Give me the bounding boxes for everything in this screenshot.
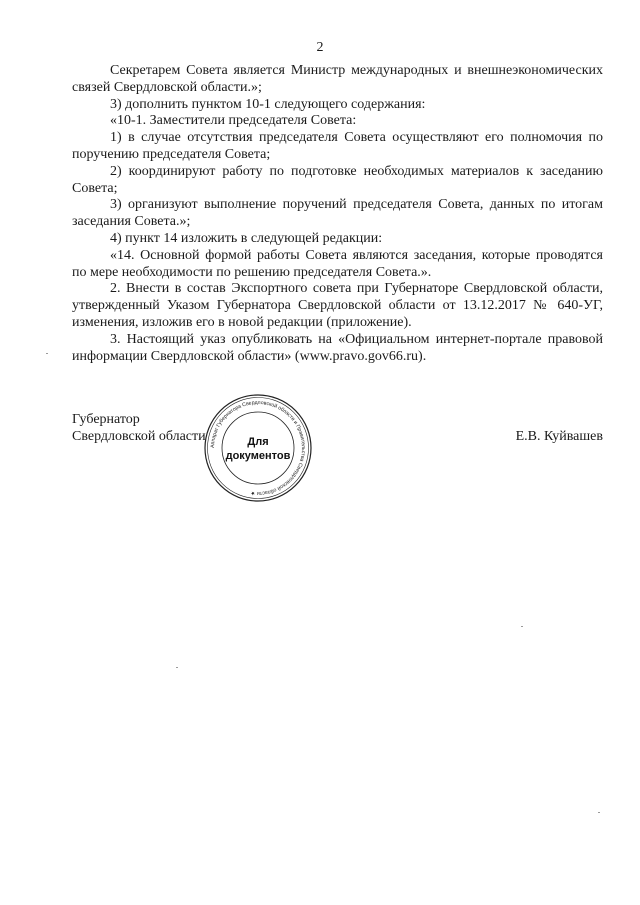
paragraph-item-3: 3) дополнить пунктом 10-1 следующего содержания: [110, 96, 426, 112]
scan-speck [176, 667, 178, 668]
official-stamp [203, 393, 313, 503]
scan-speck [598, 812, 600, 813]
signatory-title [72, 412, 206, 446]
scan-speck [521, 626, 523, 627]
paragraph-clause-14: «14. Основной формой работы Совета являются заседания, которые проводятся по мере необходимости по решению председателя Совета.». [72, 247, 603, 280]
paragraph-subitem-2: 2) координируют работу по подготовке необходимых материалов к заседанию Совета; [72, 163, 603, 196]
page-number: 2 [316, 40, 324, 55]
paragraph-subitem-1: 1) в случае отсутствия председателя Совета осуществляют его полномочия по поручению председателя Совета; [72, 130, 603, 162]
stamp-ring-text: Аппарат Губернатора Свердловской области и Правительства Свердловской области ★ [209, 399, 307, 497]
paragraph-point-2: 2. Внести в состав Экспортного совета при Губернаторе Свердловской области, утвержденный Указом Губернатора Свердловской области от 13.12.2017 № 640-УГ, изменения, изложив его в новой редакции (приложение). [72, 281, 603, 330]
scan-speck [46, 353, 48, 354]
paragraph-secretary: Секретарем Совета является Министр международных и внешнеэкономических связей Свердловской области.»; [72, 63, 603, 95]
document-body [72, 63, 603, 365]
stamp-center-line2: документов [225, 450, 291, 462]
signature-block [72, 412, 603, 512]
paragraph-subitem-3: 3) организуют выполнение поручений председателя Совета, данных по итогам заседания Совета.»; [72, 197, 603, 230]
signatory-name: Е.В. Куйвашев [515, 429, 603, 444]
stamp-center-line1: Для [247, 436, 269, 448]
signatory-title-line2: Свердловской области [72, 428, 206, 444]
signatory-title-line1: Губернатор [72, 412, 140, 427]
paragraph-clause-10-1: «10-1. Заместители председателя Совета: [110, 113, 357, 129]
paragraph-point-3: 3. Настоящий указ опубликовать на «Официальном интернет-портале правовой информации Свердловской области» (www.pravo.gov66.ru). [72, 331, 603, 364]
stamp-center-circle [222, 412, 294, 484]
paragraph-item-4: 4) пункт 14 изложить в следующей редакции: [110, 230, 383, 246]
